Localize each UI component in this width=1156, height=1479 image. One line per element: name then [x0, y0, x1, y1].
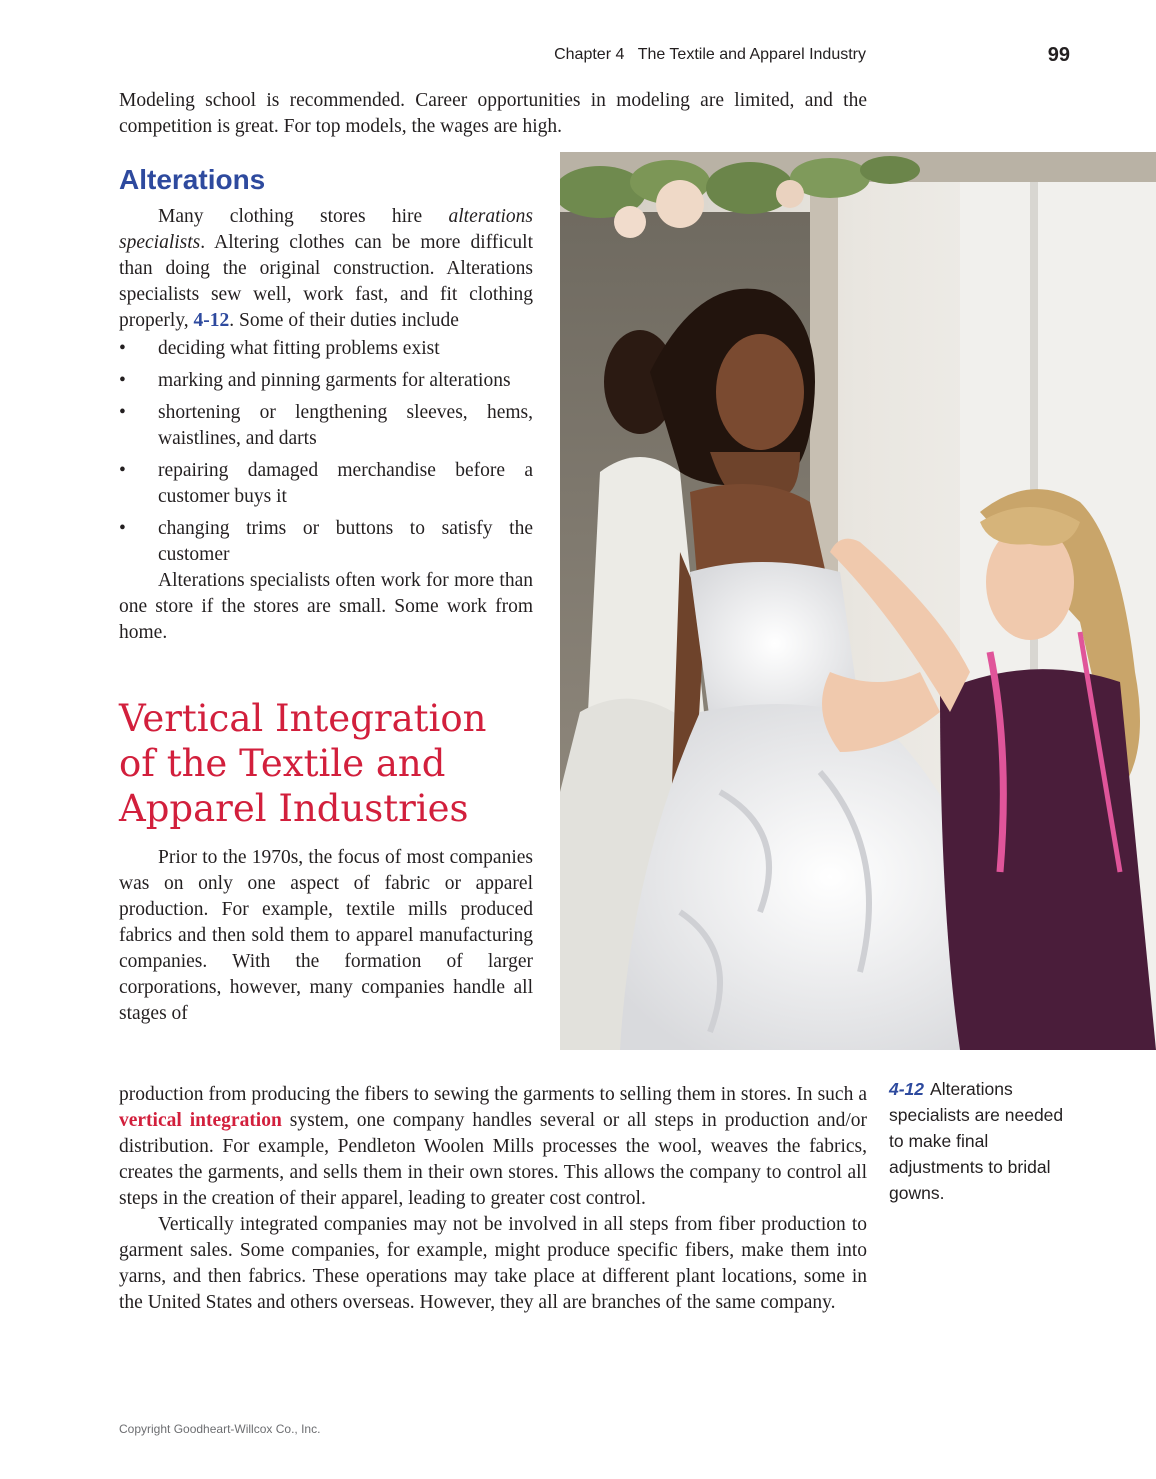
- vertical-integration-paragraph-continued: production from producing the fibers to sewing the garments to selling them in stores. In such a vertical integration system, one company handles several or all steps in production and/or distribution. For example, Pendleton Woolen Mills processes the wool, weaves the fabrics, creates the garments, and sells them in their own stores. This allows the company to control all steps in the creation of their apparel, leading to greater cost control.: [119, 1084, 867, 1209]
- figure-caption-text: Alterations specialists are needed to make final adjustments to bridal gowns.: [889, 1079, 1064, 1203]
- running-head: [0, 44, 1156, 70]
- figure-caption: [889, 1076, 1079, 1206]
- list-item: • marking and pinning garments for alterations: [119, 368, 533, 394]
- figure-number: 4-12: [889, 1079, 925, 1099]
- bridal-fitting-photo: [560, 152, 1156, 1050]
- vertical-integration-continued: [119, 1082, 867, 1316]
- bullet-icon: •: [119, 370, 126, 391]
- figure-reference-link[interactable]: 4-12: [193, 310, 230, 331]
- bridal-fitting-illustration: [560, 152, 1156, 1050]
- duties-list: [119, 336, 533, 568]
- alterations-heading: Alterations: [119, 164, 266, 195]
- vertical-integration-paragraph-start: Prior to the 1970s, the focus of most companies was on only one aspect of fabric or apparel production. For example, textile mills produced fabrics and then sold them to apparel manufacturing companies. With the formation of larger corporations, however, many companies handle all stages of: [119, 847, 533, 1024]
- intro-paragraph: Modeling school is recommended. Career opportunities in modeling are limited, and the competition is great. For top models, the wages are high.: [119, 90, 867, 137]
- vertical-integration-paragraph-2: Vertically integrated companies may not be involved in all steps from fiber production to garment sales. Some companies, for example, might produce specific fibers, make them into yarns, and then fabrics. These operations may take place at different plant locations, some in the United States and others overseas. However, they all are branches of the same company.: [119, 1214, 867, 1313]
- list-item: • changing trims or buttons to satisfy the customer: [119, 518, 533, 565]
- term-vertical-integration: vertical integration: [119, 1110, 282, 1131]
- list-item: • repairing damaged merchandise before a customer buys it: [119, 460, 533, 507]
- alterations-paragraph: Many clothing stores hire alterations specialists. Altering clothes can be more difficult than doing the original construction. Alterations specialists sew well, work fast, and fit clothing properly, 4-12. Some of their duties include: [119, 206, 533, 331]
- bullet-icon: •: [119, 402, 126, 423]
- bullet-icon: •: [119, 338, 126, 359]
- bullet-icon: •: [119, 518, 126, 539]
- copyright-footer: Copyright Goodheart-Willcox Co., Inc.: [119, 1422, 321, 1436]
- term-alterations-specialists: alterations specialists: [119, 206, 533, 253]
- list-item: • shortening or lengthening sleeves, hems, waistlines, and darts: [119, 402, 533, 449]
- alterations-paragraph-2: Alterations specialists often work for more than one store if the stores are small. Some work from home.: [119, 570, 533, 643]
- vertical-integration-heading: Vertical Integration of the Textile and Apparel Industries: [119, 697, 487, 830]
- list-item: • deciding what fitting problems exist: [119, 336, 533, 362]
- page-number: 99: [1047, 44, 1070, 66]
- bullet-icon: •: [119, 460, 126, 481]
- left-column: [119, 162, 533, 1027]
- chapter-title: Chapter 4 The Textile and Apparel Industry: [554, 46, 866, 63]
